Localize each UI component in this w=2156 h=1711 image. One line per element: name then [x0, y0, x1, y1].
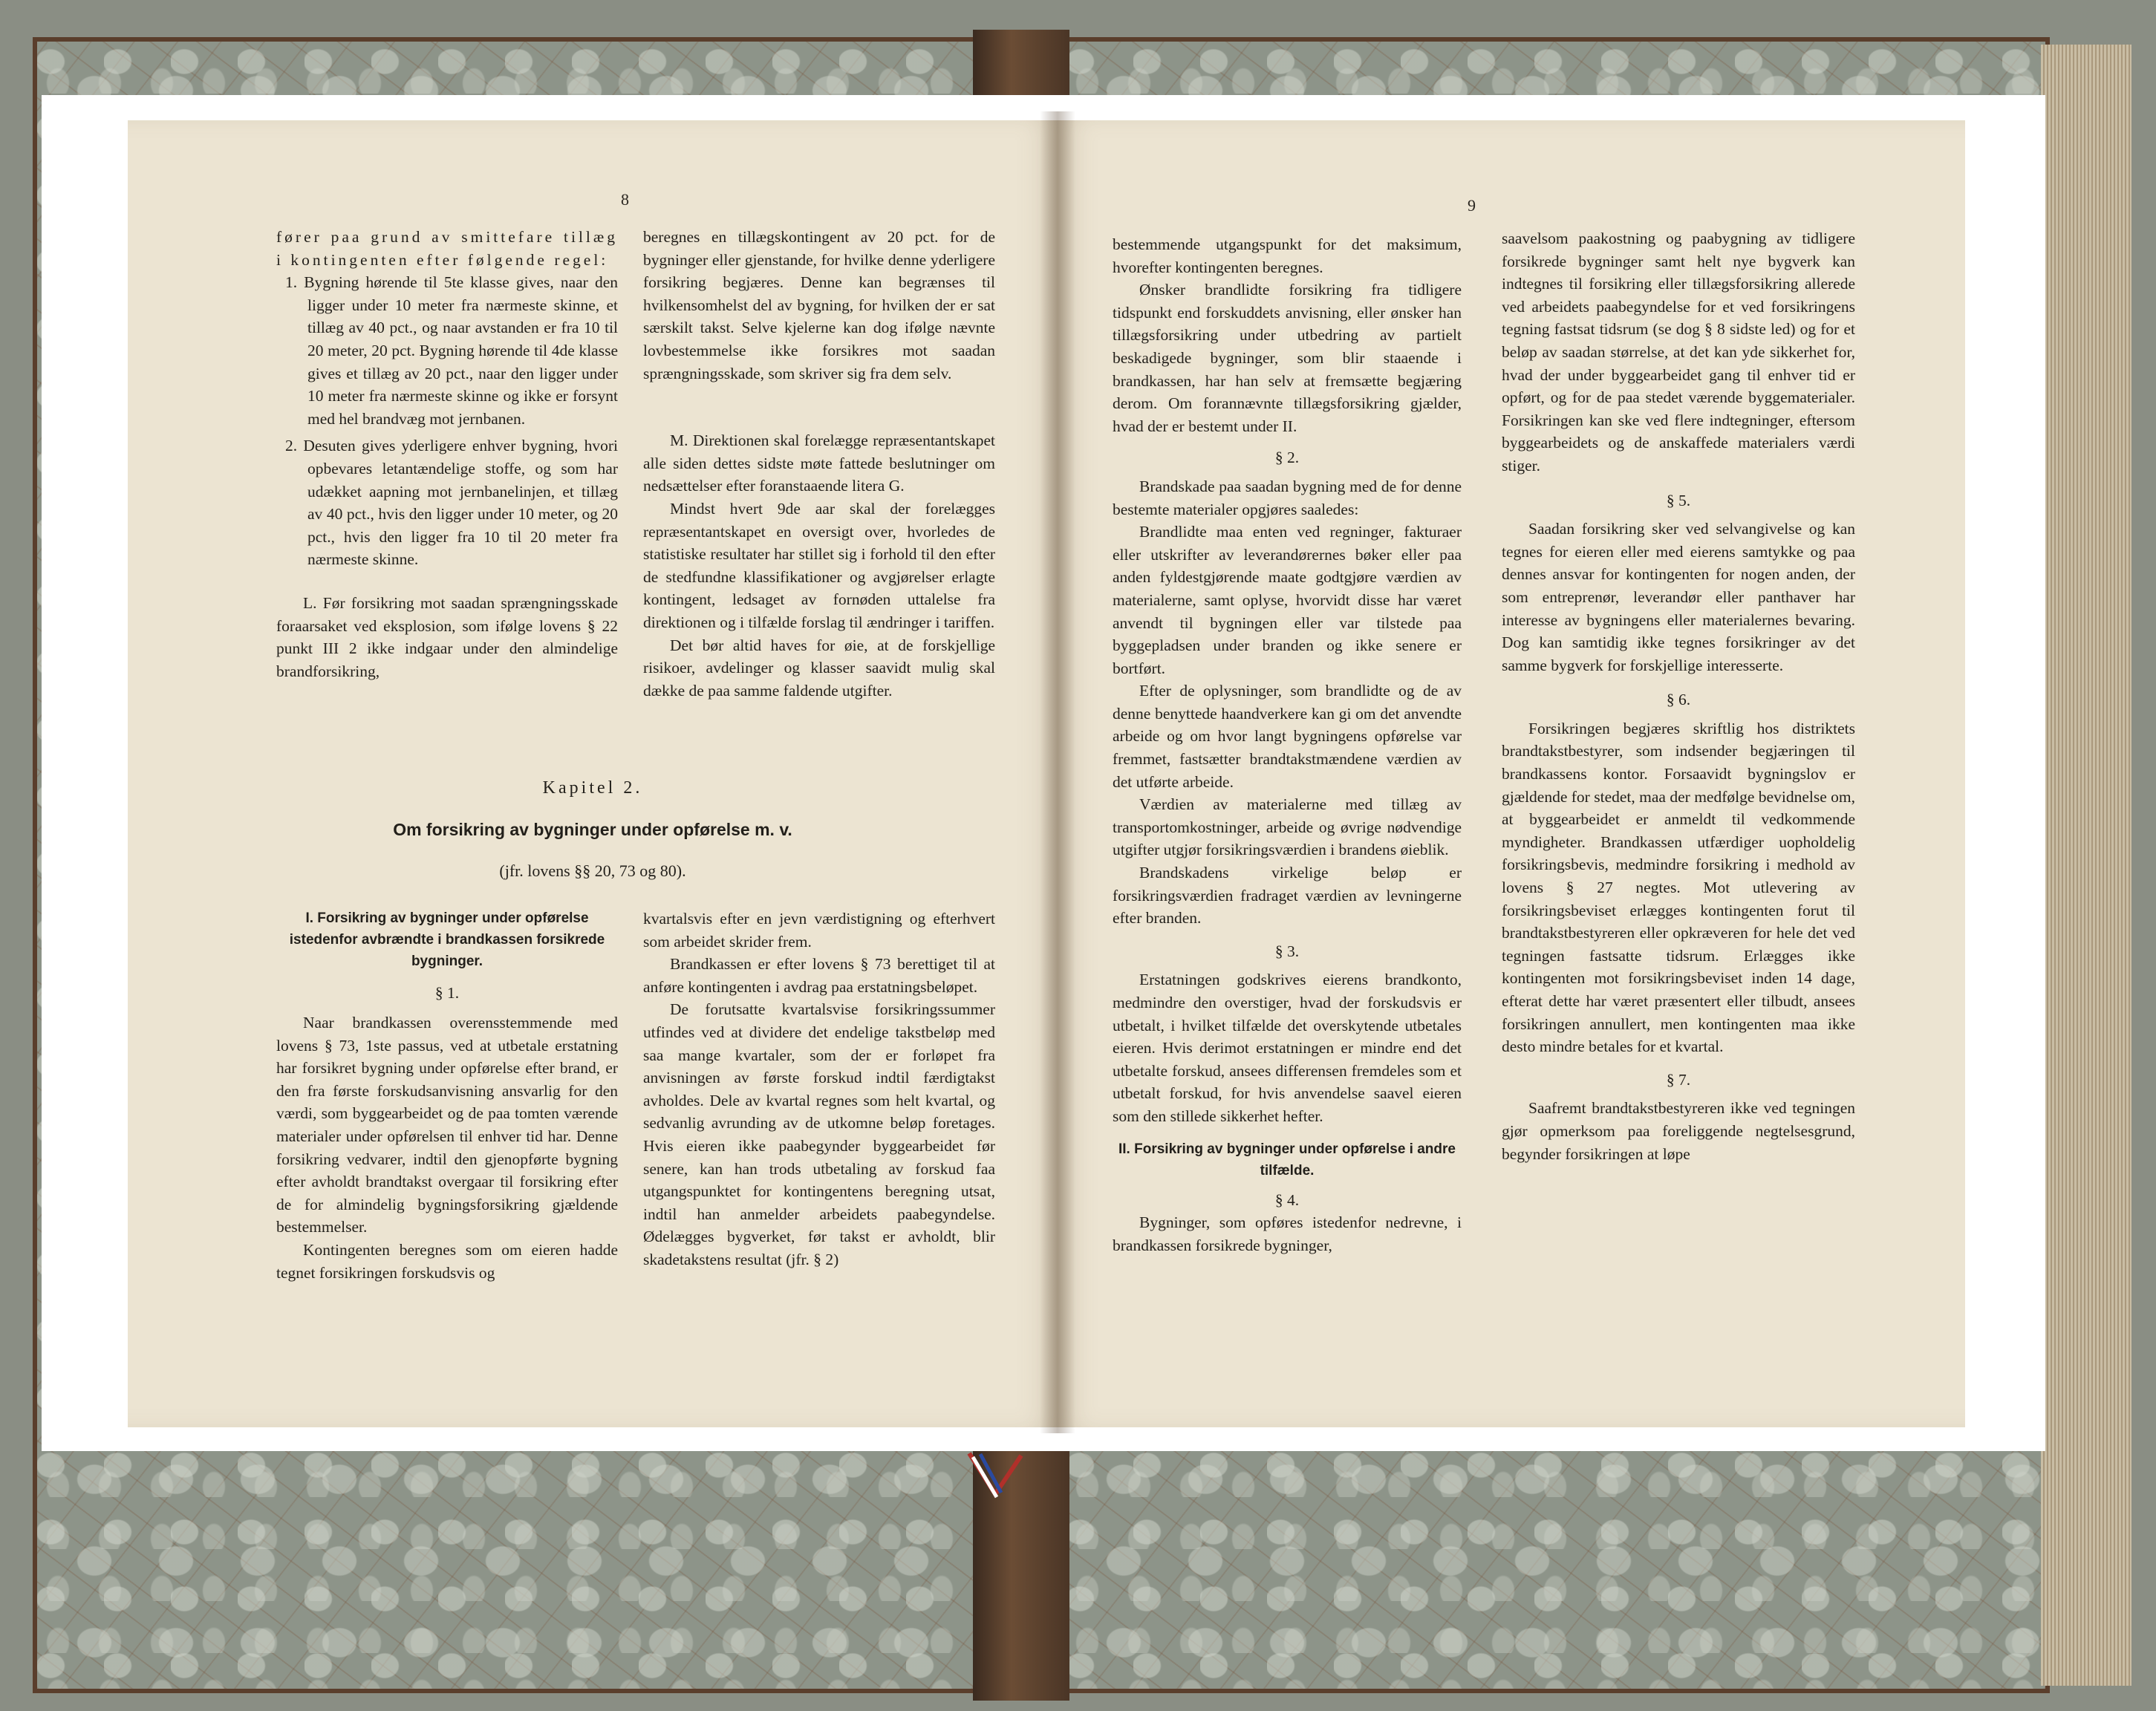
paragraph: Forsikringen begjæres skriftlig hos distriktets brandtakstbestyrer, som indsender begjæringen til brandkassens kontor. Forsaavidt bygningslov er gjældende for stedet, maa der medfølge bevidnelse om, at byggearbeidet er anmeldt til vedkommende myndigheter. Brandkassen utfærdiger uopholdelig forsikringsbevis, medmindre forsikring i medhold av lovens § 27 negtes. Mot utlevering av forsikringsbeviset erlægges kontingenten forut til brandtakstbestyreren eller opkræveren for hele det ved tegningen fastsatte tidsrum. Erlægges ikke kontingenten mot forsikringsbeviset inden 14 dage, efterat dette har været præsentert eller tilbudt, ansees forsikringen annullert, men kontingenten maa ikke desto mindre betales for et kvartal. [1502, 719, 1855, 1056]
page-edges [2041, 45, 2131, 1686]
left-col1-upper [276, 226, 618, 682]
paragraph: Saafremt brandtakstbestyreren ikke ved tegningen gjør opmerksom paa foreliggende negtelsesgrund, begynder forsikringen at løpe [1502, 1099, 1855, 1163]
paragraph: Kontingenten beregnes som om eieren hadde tegnet forsikringen forskudsvis og [276, 1240, 618, 1282]
paragraph: fører paa grund av smittefare tillæg i kontingenten efter følgende regel: [276, 228, 618, 269]
paragraph: Værdien av materialerne med tillæg av transportomkostninger, arbeide og øvrige nødvendige utgifter utgjør forsikringsværdien i brandens øieblik. [1113, 795, 1462, 859]
paragraph: Brandkassen er efter lovens § 73 berettiget til at anføre kontingenten i avdrag paa erstatningsbeløpet. [643, 955, 995, 996]
right-col1 [1113, 233, 1462, 1257]
page-number-left: 8 [621, 190, 629, 209]
left-col2-upper [643, 226, 995, 702]
paragraph: Erstatningen godskrives eierens brandkonto, medmindre den overstiger, hvad der forskudsvis er utbetalt, i hvilket tilfælde det overskytende utbetales eieren. Hvis derimot erstatningen er mindre end det utbetalte forskud, ansees differensen fremdeles som et utbetalt forskud, for hvis anvendelse saavel eieren som den stillede sikkerhet hefter. [1113, 971, 1462, 1125]
paragraph: bestemmende utgangspunkt for det maksimum, hvorefter kontingenten beregnes. [1113, 235, 1462, 276]
paragraph: Bygninger, som opføres istedenfor nedrevne, i brandkassen forsikrede bygninger, [1113, 1213, 1462, 1254]
section-II-heading: II. Forsikring av bygninger under opførelse i andre tilfælde. [1118, 1141, 1456, 1179]
paragraph: Mindst hvert 9de aar skal der forelægges repræsentantskapet en oversigt over, hvorledes de statistiske resultater har stillet sig i forhold til den efter de stedfundne klassifikationer og avgjørelser erlagte kontingent, ledsaget av fornøden uttalelse fra direktionen og i tilfælde forslag til ændringer i tariffen. [643, 499, 995, 631]
paragraph: Saadan forsikring sker ved selvangivelse og kan tegnes for eieren eller med eierens samtykke og paa dennes ansvar for kontingenten for nogen anden, der som entreprenør, leverandør eller panthaver har interesse av bygningens eller materialernes bevaring. Dog kan samtidig ikke tegnes forsikringer av det samme bygverk for forskjellige interesserte. [1502, 520, 1855, 674]
paragraph: Brandlidte maa enten ved regninger, fakturaer eller utskrifter av leverandørernes bøker eller paa anden fyldestgjørende maate godtgjøre værdien av materialerne, samt oplyse, hvorvidt disse har været anvendt til bygningen eller var tilstede paa byggepladsen under branden og ikke senere er bortført. [1113, 523, 1462, 677]
left-col2-lower [643, 907, 995, 1271]
right-col2 [1502, 227, 1855, 1165]
paragraph: Brandskadens virkelige beløp er forsikringsværdien fradraget værdien av levningerne efter branden. [1113, 864, 1462, 928]
paragraph: Ønsker brandlidte forsikring fra tidligere tidspunkt end forskuddets anvisning, eller ønsker han tillægsforsikring under utbedring av partielt beskadigede bygninger, som blir staaende i brandkassen, har han selv at fremsætte begjæring derom. Om forannævnte tillægsforsikring gjælder, hvad der er bestemt under II. [1113, 281, 1462, 435]
bookmark-ribbon [965, 1450, 1025, 1502]
chapter-reference: (jfr. lovens §§ 20, 73 og 80). [499, 861, 686, 880]
left-col1-lower [276, 1011, 618, 1284]
paragraph: Naar brandkassen overensstemmende med lovens § 73, 1ste passus, ved at utbetale erstatning har forsikret bygning under opførelse efter brand, er den fra første forskudsanvisning ansvarlig for den værdi, som byggearbeidet og de paa tomten værende materialer under opførelsen til enhver tid har. Denne forsikring vedvarer, indtil den gjenopførte bygning efter avholdt brandtakst overgaar til forsikring efter de for almindelig bygningsforsikring gjældende bestemmelser. [276, 1014, 618, 1236]
section-I-heading: I. Forsikring av bygninger under opførelse istedenfor avbrændte i brandkassen forsikrede bygninger. [289, 910, 605, 969]
paragraph: beregnes en tillægskontingent av 20 pct. for de bygninger eller gjenstande, for hvilke denne yderligere forsikring begjæres. Denne kan begrænses til hvilkensomhelst del av bygning, for hvilken der er sat særskilt takst. Selve kjelerne kan dog ifølge nævnte lovbestemmelse ikke forsikres mot saadan sprængningsskade, som skriver sig fra dem selv. [643, 228, 995, 382]
paragraph: De forutsatte kvartalsvise forsikringssummer utfindes ved at dividere det endelige takstbeløp med saa mange kvartaler, som der er forløpet fra anvisningen av første forskud indtil færdigtakst avholdes. Dele av kvartal regnes som helt kvartal, og sedvanlig avrunding av de utkomne beløp foretages. Hvis eieren ikke paabegynder byggearbeidet før senere, kan han trods utbetaling av forskud faa utgangspunktet for kontingentens beregning utsat, indtil han anmelder arbeidets paabegyndelse. Ødelægges bygverket, før takst er avholdt, blir skadetakstens resultat (jfr. § 2) [643, 1000, 995, 1268]
chapter-title: Om forsikring av bygninger under opførelse m. v. [393, 820, 792, 839]
paragraph: Det bør altid haves for øie, at de forskjellige risikoer, avdelinger og klasser saavidt mulig skal dække de paa samme faldende utgifter. [643, 636, 995, 700]
section-3-label: § 3. [1274, 942, 1300, 960]
paragraph: saavelsom paakostning og paabygning av tidligere forsikrede bygninger samt helt nye bygverk kan indtegnes til forsikring eller tillægsforsikring allerede ved arbeidets paabegyndelse for et ved forsikringens tegning fastsat tidsrum (se dog § 8 sidste led) og for et beløp av saadan størrelse, at det kan yde sikkerhet for, hvad der under byggearbeidet gang til enhver tid er opført, og for de paa stedet værende byggematerialer. Forsikringen kan ske ved flere indtegninger, eftersom byggearbeidets og de anskaffede materialers værdi stiger. [1502, 229, 1855, 475]
section-7-label: § 7. [1666, 1070, 1691, 1089]
paragraph: M. Direktionen skal forelægge repræsentantskapet alle siden dettes sidste møte fattede beslutninger om nedsættelser efter foranstaaende litera G. [643, 431, 995, 495]
chapter-label: Kapitel 2. [542, 778, 643, 798]
section-5-label: § 5. [1666, 491, 1691, 509]
paragraph: 2. Desuten gives yderligere enhver bygning, hvori opbevares letantændelige stoffe, og som har udækket aapning mot jernbanelinjen, et tillæg av 40 pct., hvis den ligger under 10 meter, og 20 pct., hvis den ligger fra 10 til 20 meter fra nærmeste skinne. [285, 437, 618, 569]
paragraph: L. Før forsikring mot saadan sprængningsskade foraarsaket ved eksplosion, som ifølge lovens § 22 punkt III 2 ikke indgaar under den almindelige brandforsikring, [276, 593, 618, 680]
paragraph: Efter de oplysninger, som brandlidte og de av denne benyttede haandverkere kan gi om det anvendte arbeide og om hvor langt bygningens opførelse var fremmet, fastsætter brandtakstmændene værdien av det utførte arbeide. [1113, 682, 1462, 791]
page-number-right: 9 [1468, 196, 1476, 215]
section-1-label: § 1. [434, 984, 460, 1002]
page-gutter [1040, 111, 1075, 1433]
section-6-label: § 6. [1666, 691, 1691, 709]
paragraph: kvartalsvis efter en jevn værdistigning og efterhvert som arbeidet skrider frem. [643, 910, 995, 951]
paragraph: Brandskade paa saadan bygning med de for denne bestemte materialer opgjøres saaledes: [1113, 477, 1462, 518]
section-4-label: § 4. [1274, 1190, 1300, 1209]
paragraph: 1. Bygning hørende til 5te klasse gives, naar den ligger under 10 meter fra nærmeste skinne, et tillæg av 40 pct., og naar avstanden er fra 10 til 20 meter, 20 pct. Bygning hørende til 4de klasse gives et tillæg av 20 pct., naar den ligger under 10 meter fra nærmeste skinne og ikke er forsynt med hel brandvæg mot jernbanen. [285, 273, 618, 428]
section-2-label: § 2. [1274, 449, 1300, 467]
